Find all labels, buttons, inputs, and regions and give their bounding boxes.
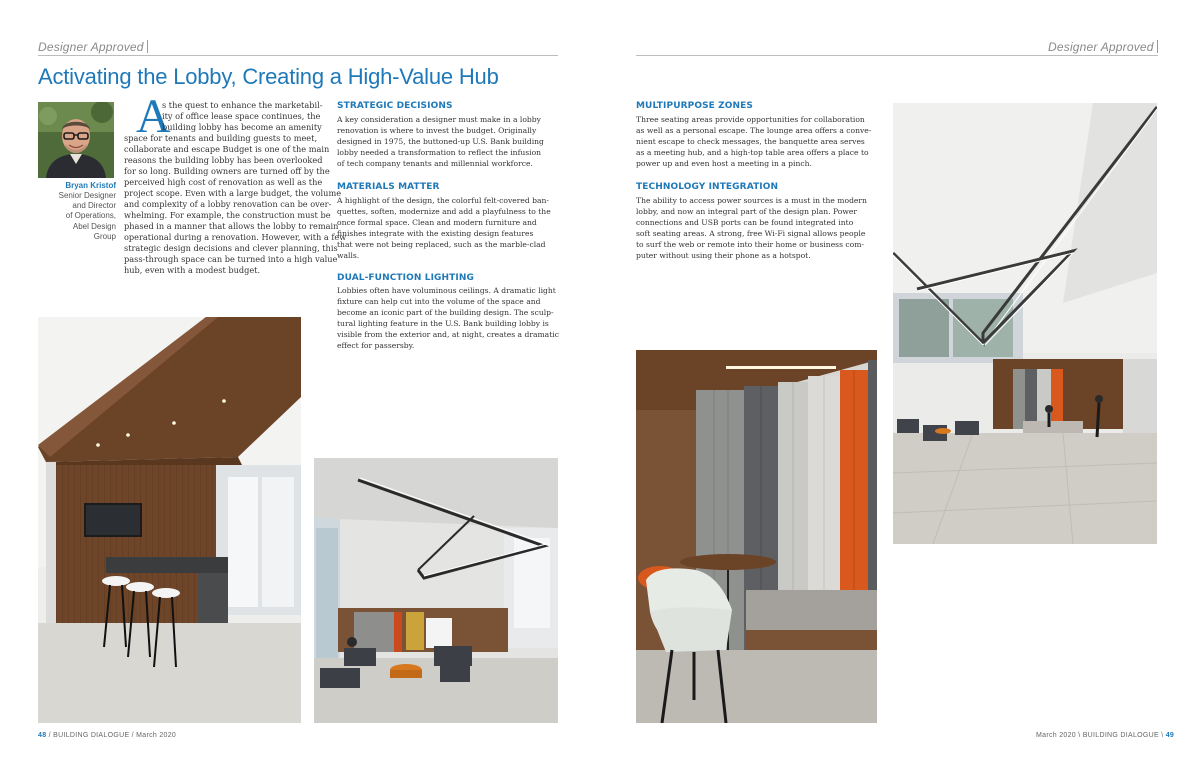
author-title-line: Group — [93, 231, 116, 241]
author-portrait — [38, 102, 114, 178]
body-line: lobby needed a transformation to reflect the infusion — [337, 148, 542, 158]
intro-line: hub, even with a modest budget. — [124, 265, 261, 275]
article-headline: Activating the Lobby, Creating a High-Value Hub — [38, 64, 499, 89]
body-line: renovation is where to invest the budget. Originally — [337, 126, 537, 136]
folio-left-page-number: 48 — [38, 732, 47, 739]
section-heading-zones: MULTIPURPOSE ZONES — [636, 101, 753, 111]
intro-line: reasons the building lobby has been overlooked — [124, 155, 323, 165]
photo-atrium-light-fixture-graphic — [893, 103, 1157, 544]
body-line: Three seating areas provide opportunities for collaboration — [636, 115, 865, 124]
intro-line: operational during a renovation. However, with a few — [124, 232, 347, 242]
section-heading-lighting: DUAL-FUNCTION LIGHTING — [337, 273, 474, 283]
body-line: effect for passersby. — [337, 341, 415, 351]
author-title-line: Senior Designer — [58, 191, 116, 200]
body-line: tural lighting feature in the U.S. Bank building lobby is — [337, 319, 549, 329]
intro-line: for so long. Building owners are turned off by the — [124, 166, 330, 176]
body-line: puter without using their phone as a hotspot. — [636, 251, 811, 261]
body-line: become an iconic part of the building design. The sculp- — [337, 308, 554, 318]
folio-right — [1036, 732, 1174, 739]
body-line: to surf the web or remote into their home or business com- — [636, 240, 864, 250]
header-rule-left — [38, 55, 558, 56]
section-body-strategic — [337, 114, 562, 169]
body-line: fixture can help cut into the volume of the space and — [337, 297, 541, 307]
body-line: soft seating areas. A strong, free Wi-Fi signal allows people — [636, 229, 866, 239]
author-title — [28, 191, 116, 242]
photo-lounge-light-fixture — [314, 458, 558, 723]
body-line: that were not being replaced, such as the marble-clad — [337, 240, 546, 250]
body-line: A highlight of the design, the colorful felt-covered ban- — [337, 196, 550, 205]
author-portrait-graphic — [38, 102, 114, 178]
folio-right-text: March 2020 \ BUILDING DIALOGUE \ — [1036, 732, 1166, 739]
body-line: Lobbies often have voluminous ceilings. A dramatic light — [337, 286, 556, 295]
body-line: nient escape to check messages, the banquette area serves — [636, 137, 865, 147]
author-title-line: Abel Design — [72, 221, 116, 231]
intro-line: project scope. Even with a large budget, the volume — [124, 188, 342, 198]
intro-line: phased in a manner that allows the lobby to remain — [124, 221, 339, 231]
folio-right-page-number: 49 — [1165, 732, 1175, 739]
body-line: finishes integrate with the existing design features — [337, 229, 534, 239]
body-line: lobby, and now an integral part of the design plan. Power — [636, 207, 857, 217]
section-heading-strategic: STRATEGIC DECISIONS — [337, 101, 453, 111]
section-body-zones — [636, 114, 881, 169]
folio-left-text: / BUILDING DIALOGUE / March 2020 — [46, 732, 177, 739]
body-line: power up and even host a meeting in a pinch. — [636, 159, 812, 169]
intro-line: building lobby has become an amenity — [162, 122, 322, 132]
right-page — [600, 0, 1200, 776]
section-body-lighting — [337, 285, 562, 352]
body-line: walls. — [337, 251, 360, 261]
photo-high-top-table — [38, 317, 301, 723]
body-line: of tech company tenants and millennial workforce. — [337, 159, 533, 169]
intro-line: and complexity of a lobby renovation can be over- — [124, 199, 332, 209]
intro-line: perceived high cost of renovation as well as the — [124, 177, 323, 187]
running-head-right-text: Designer Approved — [1048, 40, 1154, 54]
intro-line: space for tenants and building guests to meet, — [124, 133, 318, 143]
photo-banquette-felt-panels — [636, 350, 877, 723]
intro-line: whelming. For example, the construction must be — [124, 210, 331, 220]
photo-banquette-felt-panels-graphic — [636, 350, 877, 723]
body-line: connections and USB ports can be found integrated into — [636, 218, 854, 228]
photo-high-top-table-graphic — [38, 317, 301, 723]
running-head-left — [38, 40, 148, 54]
section-body-materials — [337, 195, 562, 262]
author-title-line: and Director — [72, 201, 116, 211]
header-rule-right — [636, 55, 1158, 56]
intro-line: ity of office lease space continues, the — [162, 111, 321, 121]
folio-left — [38, 732, 176, 739]
intro-line: s the quest to enhance the marketabil- — [162, 100, 323, 110]
body-line: quettes, soften, modernize and add a playfulness to the — [337, 207, 551, 217]
author-title-line: of Operations, — [65, 211, 116, 221]
intro-line: pass-through space can be turned into a high value — [124, 254, 338, 264]
section-heading-technology: TECHNOLOGY INTEGRATION — [636, 182, 779, 192]
section-heading-materials: MATERIALS MATTER — [337, 182, 440, 192]
body-line: once formal space. Clean and modern furniture and — [337, 218, 537, 228]
running-head-left-text: Designer Approved — [38, 40, 144, 54]
body-line: designed in 1975, the buttoned-up U.S. Bank building — [337, 137, 544, 147]
body-line: A key consideration a designer must make in a lobby — [337, 115, 541, 124]
drop-cap: A — [136, 90, 171, 143]
intro-line: collaborate and escape Budget is one of the main — [124, 144, 330, 154]
photo-atrium-light-fixture — [893, 103, 1157, 544]
photo-lounge-light-fixture-graphic — [314, 458, 558, 723]
running-head-right — [1048, 40, 1158, 54]
running-head-bar — [1157, 40, 1158, 53]
body-line: visible from the exterior and, at night, creates a dramatic — [337, 330, 559, 340]
intro-line: strategic design decisions and clever planning, this — [124, 243, 338, 253]
section-body-technology — [636, 195, 881, 262]
body-line: as a meeting hub, and a high-top table area offers a place to — [636, 148, 869, 158]
body-line: as well as a personal escape. The lounge area offers a conve- — [636, 126, 872, 136]
body-line: The ability to access power sources is a must in the modern — [636, 196, 867, 205]
author-name: Bryan Kristof — [65, 181, 116, 190]
running-head-bar — [147, 40, 148, 53]
